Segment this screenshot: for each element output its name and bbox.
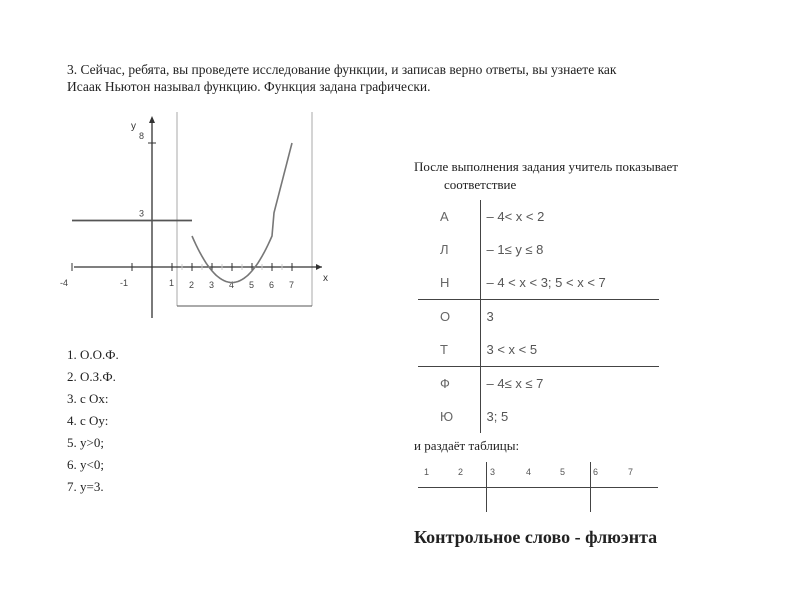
match-row (418, 367, 659, 401)
intro-line-2: Исаак Ньютон называл функцию. Функция задана графически. (67, 79, 431, 94)
answer-grid-divider (590, 462, 591, 512)
answer-grid-header: 1 (424, 467, 430, 477)
x-tick-label: 3 (209, 280, 215, 290)
x-axis-label: x (323, 273, 328, 284)
x-tick-label: 6 (269, 280, 275, 290)
match-value: – 4< x < 2 (486, 209, 545, 224)
control-word: Контрольное слово - флюэнта (414, 527, 658, 547)
teacher-note-line-2: соответствие (444, 177, 517, 192)
match-value: – 4≤ x ≤ 7 (486, 376, 544, 391)
task-list (67, 346, 119, 500)
answer-grid-divider (486, 462, 487, 512)
y-tick-label: 8 (139, 131, 145, 141)
match-row (418, 333, 659, 367)
x-tick-label: 1 (169, 278, 175, 288)
x-tick-label: 2 (189, 280, 195, 290)
answer-grid-rule (418, 487, 658, 488)
intro-line-1: 3. Сейчас, ребята, вы проведете исследование функции, и записав верно ответы, вы узнаете как (67, 62, 617, 77)
task-item: 4. с Оу: (67, 413, 109, 428)
x-axis-arrow-icon (316, 264, 322, 270)
match-key: Т (418, 333, 480, 367)
task-item: 5. y>0; (67, 435, 104, 450)
match-value: – 4 < x < 3; 5 < x < 7 (480, 266, 659, 300)
x-tick-label: 7 (289, 280, 295, 290)
match-key: Н (418, 266, 480, 300)
distribute-note: и раздаёт таблицы: (414, 438, 520, 453)
match-row (418, 200, 659, 233)
match-value: 3 < x < 5 (480, 333, 659, 367)
match-value: 3; 5 (486, 409, 509, 424)
answer-grid-header: 6 (593, 467, 599, 477)
match-value: 3 (486, 309, 494, 324)
match-row (418, 233, 659, 266)
answer-grid-header: 3 (490, 467, 496, 477)
task-item: 1. О.О.Ф. (67, 347, 119, 362)
teacher-note (414, 158, 678, 194)
answer-grid-header: 7 (628, 467, 634, 477)
match-key: Ф (418, 367, 480, 401)
y-axis-label: y (131, 121, 136, 132)
task-item: 3. с Ох: (67, 391, 109, 406)
match-table (418, 200, 659, 433)
match-row (418, 300, 659, 334)
match-key: Л (418, 233, 480, 266)
match-row (418, 400, 659, 433)
answer-grid (418, 462, 658, 512)
graph-marks (72, 143, 292, 283)
teacher-note-line-1: После выполнения задания учитель показывает (414, 159, 678, 174)
graph-parabola (192, 143, 292, 283)
x-tick-label: -4 (60, 278, 69, 288)
match-row (418, 266, 659, 300)
x-tick-label: 4 (229, 280, 235, 290)
task-item: 7. y=3. (67, 479, 104, 494)
match-value: – 1≤ y ≤ 8 (486, 242, 544, 257)
answer-grid-header: 4 (526, 467, 532, 477)
answer-grid-header: 2 (458, 467, 464, 477)
task-item: 2. О.З.Ф. (67, 369, 116, 384)
y-axis-arrow-icon (149, 116, 155, 123)
match-key: А (418, 200, 480, 233)
answer-grid-header: 5 (560, 467, 566, 477)
x-tick-label: -1 (120, 278, 129, 288)
x-tick-label: 5 (249, 280, 255, 290)
match-key: Ю (418, 400, 480, 433)
match-key: О (418, 300, 480, 334)
y-tick-label: 3 (139, 208, 145, 219)
graph-axes (60, 112, 328, 318)
task-item: 6. y<0; (67, 457, 104, 472)
